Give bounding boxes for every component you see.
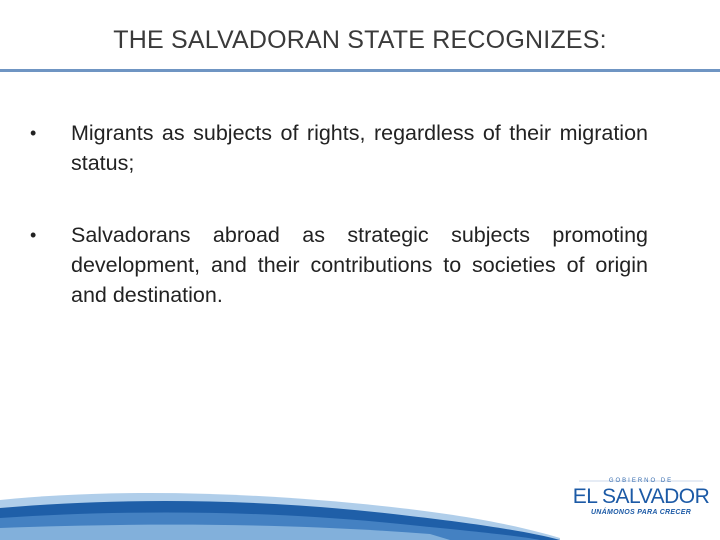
title-divider: [0, 69, 720, 72]
logo-name: EL SALVADOR: [572, 485, 710, 508]
bullet-text: Migrants as subjects of rights, regardless of their migration status;: [71, 121, 648, 175]
bullet-item: [30, 118, 648, 178]
bullet-marker: •: [30, 123, 37, 143]
bullet-list: [30, 118, 648, 352]
logo-top-text: GOBIERNO DE: [608, 478, 674, 484]
bullet-item: [30, 220, 648, 310]
logo-slogan: UNÁMONOS PARA CRECER: [590, 509, 692, 516]
bullet-marker: •: [30, 225, 37, 245]
decorative-wave: [0, 478, 560, 540]
bullet-text: Salvadorans abroad as strategic subjects promoting development, and their contributions to societies of origin and destination.: [71, 223, 648, 307]
slide-title: THE SALVADORAN STATE RECOGNIZES:: [113, 26, 607, 54]
el-salvador-government-logo: [571, 477, 711, 527]
logo-stripes-icon: [571, 477, 711, 527]
